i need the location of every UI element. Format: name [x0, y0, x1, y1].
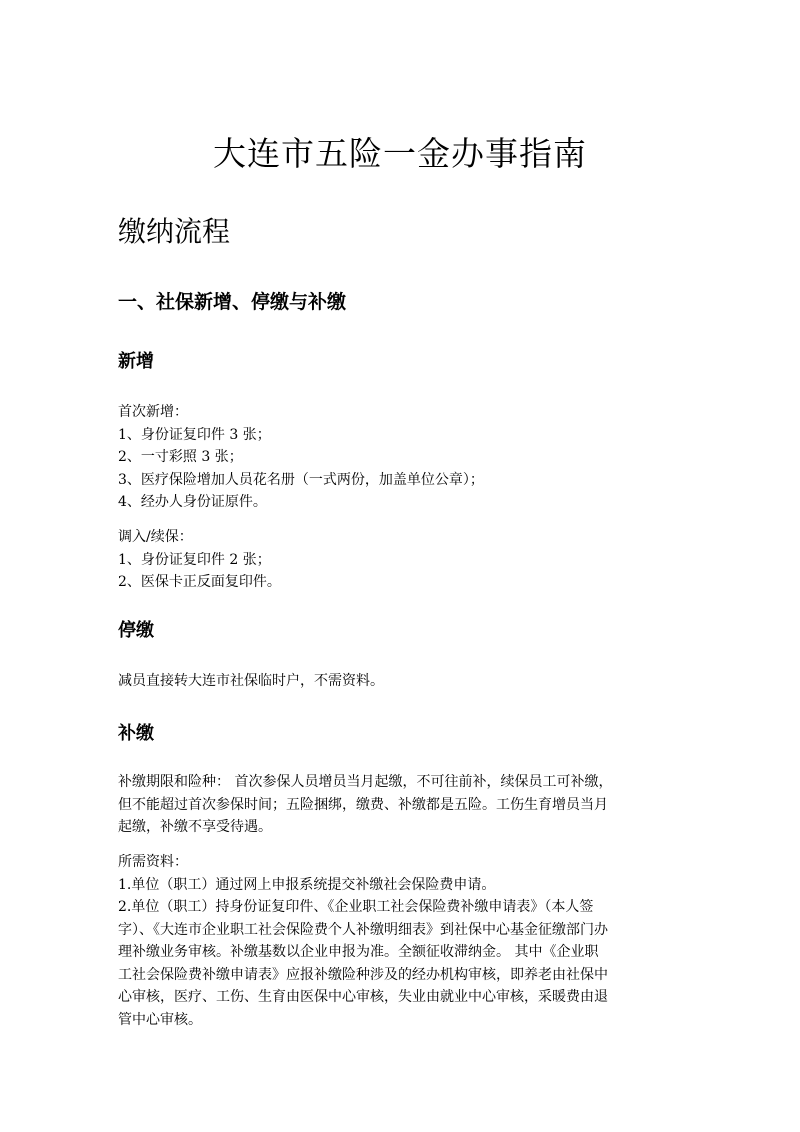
materials-label: 所需资料： [118, 854, 188, 870]
list-item: 3、医疗保险增加人员花名册（一式两份，加盖单位公章）； [118, 471, 484, 488]
first-enroll-block [118, 401, 690, 514]
paragraph-line: 管中心审核。 [118, 1011, 202, 1028]
paragraph-line: 工社会保险费补缴申请表》应报补缴险种涉及的经办机构审核，即养老由社保中 [118, 966, 608, 983]
stop-block [118, 670, 690, 693]
list-item: 1、身份证复印件 3 张； [118, 426, 271, 443]
section-heading: 一、社保新增、停缴与补缴 [118, 291, 347, 313]
paragraph-line: 理补缴业务审核。补缴基数以企业申报为准。全额征收滞纳金。 其中《企业职 [118, 944, 599, 960]
main-heading: 缴纳流程 [118, 215, 231, 248]
supplement-heading: 补缴 [118, 723, 154, 744]
document-title: 大连市五险一金办事指南 [213, 134, 587, 173]
new-heading: 新增 [118, 351, 154, 372]
paragraph-line: 心审核，医疗、工伤、生育由医保中心审核，失业由就业中心审核，采暖费由退 [118, 989, 608, 1005]
list-item: 1、身份证复印件 2 张； [118, 551, 271, 568]
list-item: 2、医保卡正反面复印件。 [118, 574, 281, 590]
transfer-block [118, 526, 690, 594]
stop-text: 减员直接转大连市社保临时户，不需资料。 [118, 673, 384, 689]
paragraph-line: 但不能超过首次参保时间；五险捆绑，缴费、补缴都是五险。工伤生育增员当月 [118, 796, 608, 813]
paragraph-line: 起缴，补缴不享受待遇。 [118, 819, 272, 835]
paragraph-line: 2.单位（职工）持身份证复印件、《企业职工社会保险费补缴申请表》（本人签 [118, 899, 594, 915]
stop-heading: 停缴 [118, 620, 154, 641]
supplement-period-block [118, 771, 690, 839]
list-item: 4、经办人身份证原件。 [118, 494, 267, 510]
paragraph-line: 1.单位（职工）通过网上申报系统提交补缴社会保险费申请。 [118, 876, 496, 893]
first-enroll-label: 首次新增： [118, 404, 188, 420]
paragraph-line: 字）、《大连市企业职工社会保险费个人补缴明细表》到社保中心基金征缴部门办 [118, 921, 608, 938]
paragraph-line: 补缴期限和险种： 首次参保人员增员当月起缴，不可往前补，续保员工可补缴， [118, 774, 613, 790]
transfer-label: 调入/续保： [118, 529, 193, 545]
list-item: 2、一寸彩照 3 张； [118, 449, 243, 465]
supplement-materials-block [118, 851, 690, 1031]
